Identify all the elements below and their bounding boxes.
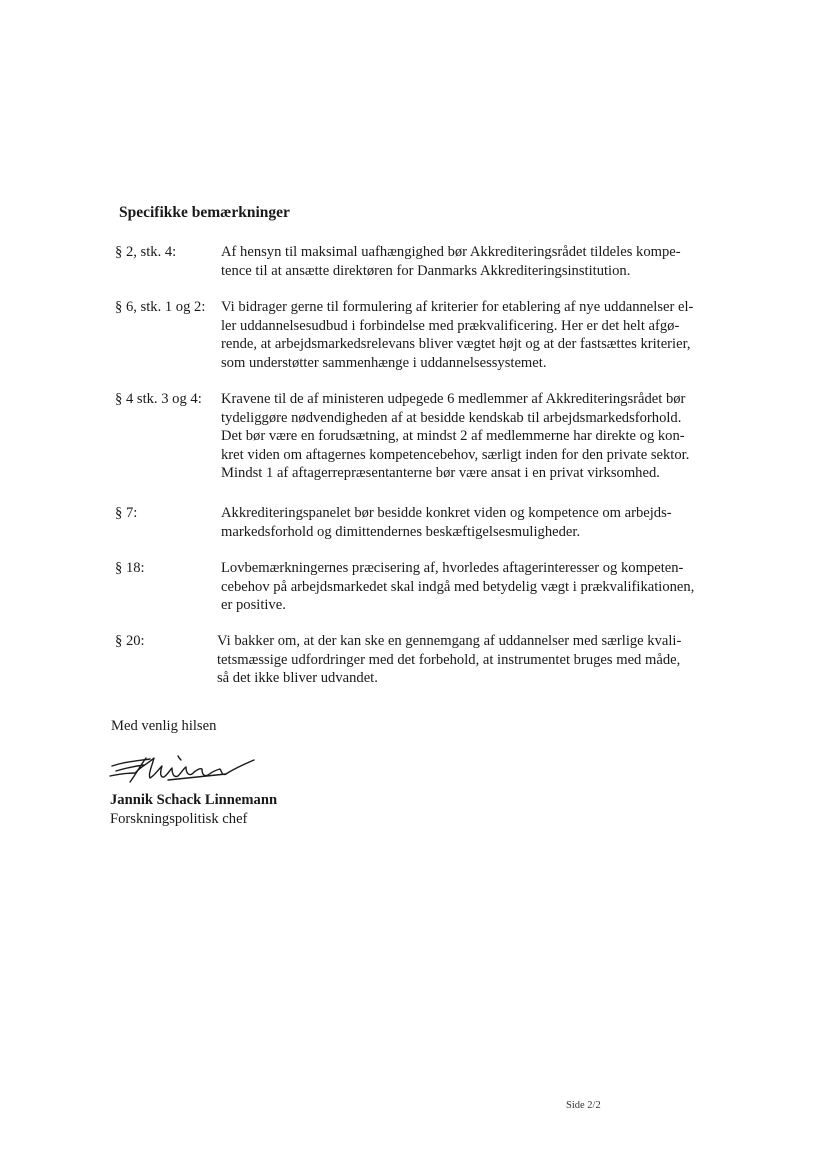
remark-line: så det ikke bliver udvandet. [217,670,378,687]
remark-line: Det bør være en forudsætning, at mindst 2 af medlemmerne har direkte og kon- [221,428,685,445]
paragraph-reference: § 7: [115,505,138,521]
closing-greeting: Med venlig hilsen [111,718,217,734]
remark-line: cebehov på arbejdsmarkedet skal indgå med betydelig vægt i prækvalifikationen, [221,578,695,595]
signer-title: Forskningspolitisk chef [110,811,248,827]
remark-line: markedsforhold og dimittendernes beskæftigelsesmuligheder. [221,523,581,540]
paragraph-reference: § 6, stk. 1 og 2: [115,299,206,315]
remark-line: Lovbemærkningernes præcisering af, hvorledes aftagerinteresser og kompeten- [221,560,684,576]
remark-line: Akkrediteringspanelet bør besidde konkret viden og kompetence om arbejds- [221,505,672,521]
remark-line: kret viden om aftagernes kompetencebehov, særligt inden for den private sektor. [221,446,690,463]
paragraph-reference: § 4 stk. 3 og 4: [115,391,202,407]
remark-line: tydeliggøre nødvendigheden af at besidde kendskab til arbejdsmarkedsforhold. [221,409,682,426]
remark-text [221,559,723,615]
remark-line: Vi bidrager gerne til formulering af kriterier for etablering af nye uddannelser el- [221,299,694,315]
page-number: Side 2/2 [566,1100,601,1111]
remark-line: Mindst 1 af aftagerrepræsentanterne bør være ansat i en privat virksomhed. [221,465,660,482]
remark-line: Vi bakker om, at der kan ske en gennemgang af uddannelser med særlige kvali- [217,633,682,649]
remark-text [221,390,723,483]
remark-line: rende, at arbejdsmarkedsrelevans bliver vægtet højt og at der fastsættes kriterier, [221,336,691,353]
remark-line: tence til at ansætte direktøren for Danmarks Akkrediteringsinstitution. [221,262,631,279]
remark-line: er positive. [221,597,286,614]
paragraph-reference: § 2, stk. 4: [115,244,177,260]
remark-line: tetsmæssige udfordringer med det forbehold, at instrumentet bruges med måde, [217,651,681,668]
remark-line: ler uddannelsesudbud i forbindelse med prækvalificering. Her er det helt afgø- [221,317,680,334]
section-heading: Specifikke bemærkninger [119,204,290,221]
remark-text [221,298,723,372]
paragraph-reference: § 20: [115,633,145,649]
remark-text [221,504,723,541]
remark-text [221,243,723,280]
signer-name: Jannik Schack Linnemann [110,792,278,808]
remark-line: Af hensyn til maksimal uafhængighed bør Akkrediteringsrådet tildeles kompe- [221,244,681,260]
handwritten-signature [106,752,258,786]
remark-text [217,632,719,688]
remark-line: som understøtter sammenhænge i uddannelsessystemet. [221,354,547,371]
paragraph-reference: § 18: [115,560,145,576]
remark-line: Kravene til de af ministeren udpegede 6 medlemmer af Akkrediteringsrådet bør [221,391,686,407]
